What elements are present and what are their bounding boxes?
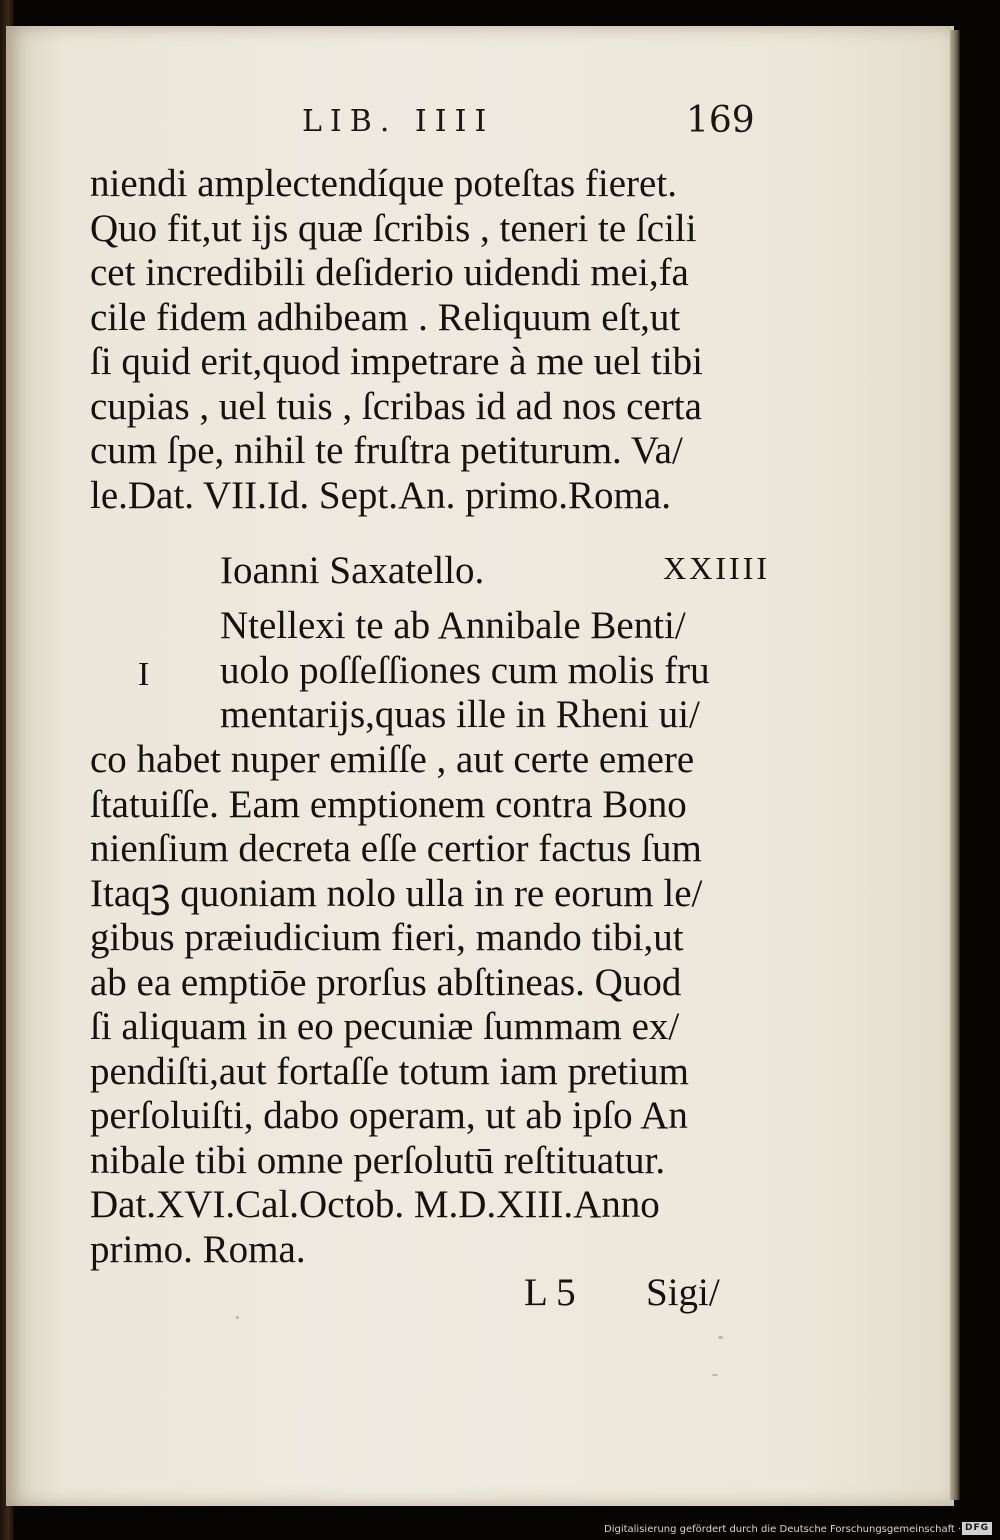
paper-speck [236, 1316, 239, 1319]
letter-heading [90, 548, 770, 596]
paragraph-1 [90, 162, 770, 518]
letter-addressee: Ioanni Saxatello. [220, 549, 485, 592]
catchword: Sigi/ [646, 1271, 720, 1314]
text-line: Itaqꝫ quoniam nolo ulla in re eorum le/ [90, 871, 703, 915]
text-line: ſi quid erit,quod impetrare à me uel tibi [90, 340, 703, 383]
digitization-credit: Digitalisierung gefördert durch die Deutsche Forschungsgemeinschaft · [604, 1524, 962, 1535]
page-footer [90, 1270, 770, 1318]
text-line: cupias , uel tuis , ſcribas id ad nos certa [90, 384, 702, 428]
text-line: niendi amplectendíque poteſtas fieret. [90, 162, 677, 205]
text-line: Dat.XVI.Cal.Octob. M.D.XIII.Anno [90, 1183, 660, 1226]
letter-number: XXIIII [663, 550, 770, 586]
text-line: le.Dat. VII.Id. Sept.An. primo.Roma. [90, 473, 671, 517]
paragraph-2-indented [220, 604, 710, 738]
text-line: perſoluiſti, dabo operam, ut ab ipſo An [90, 1094, 688, 1137]
drop-initial: I [138, 656, 150, 693]
signature-mark: L 5 [524, 1271, 576, 1314]
page-edge [950, 30, 960, 1500]
text-line: ab ea emptiōe prorſus abſtineas. Quod [90, 960, 682, 1004]
text-line: Ntellexi te ab Annibale Benti/ [220, 604, 686, 647]
paper-speck [718, 1336, 723, 1339]
text-line: uolo poſſeſſiones cum molis fru [220, 648, 710, 692]
book-page [6, 26, 954, 1506]
text-line: mentarijs,quas ille in Rheni ui/ [220, 693, 700, 736]
running-head: LIB. IIII [302, 104, 495, 139]
text-line: cet incredibili deſiderio uidendi mei,fa [90, 251, 689, 294]
page-header [6, 26, 950, 146]
text-line: cile fidem adhibeam . Reliquum eſt,ut [90, 295, 681, 339]
text-line: ſtatuiſſe. Eam emptionem contra Bono [90, 782, 687, 826]
page-number: 169 [686, 100, 755, 141]
text-line: cum ſpe, nihil te fruſtra petiturum. Va/ [90, 429, 683, 472]
paragraph-2 [90, 738, 770, 1272]
paper-speck [712, 1374, 718, 1376]
dfg-logo: DFG [962, 1522, 992, 1535]
text-line: nibale tibi omne perſolutū reſtituatur. [90, 1138, 666, 1182]
text-line: gibus præiudicium fieri, mando tibi,ut [90, 916, 684, 959]
text-line: primo. Roma. [90, 1227, 306, 1271]
text-line: co habet nuper emiſſe , aut certe emere [90, 738, 695, 781]
text-line: nienſium decreta eſſe certior factus ſum [90, 827, 702, 870]
text-line: pendiſti,aut fortaſſe totum iam pretium [90, 1049, 689, 1093]
text-line: Quo fit,ut ijs quæ ſcribis , teneri te ſcili [90, 206, 697, 250]
text-line: ſi aliquam in eo pecuniæ ſummam ex/ [90, 1005, 680, 1048]
